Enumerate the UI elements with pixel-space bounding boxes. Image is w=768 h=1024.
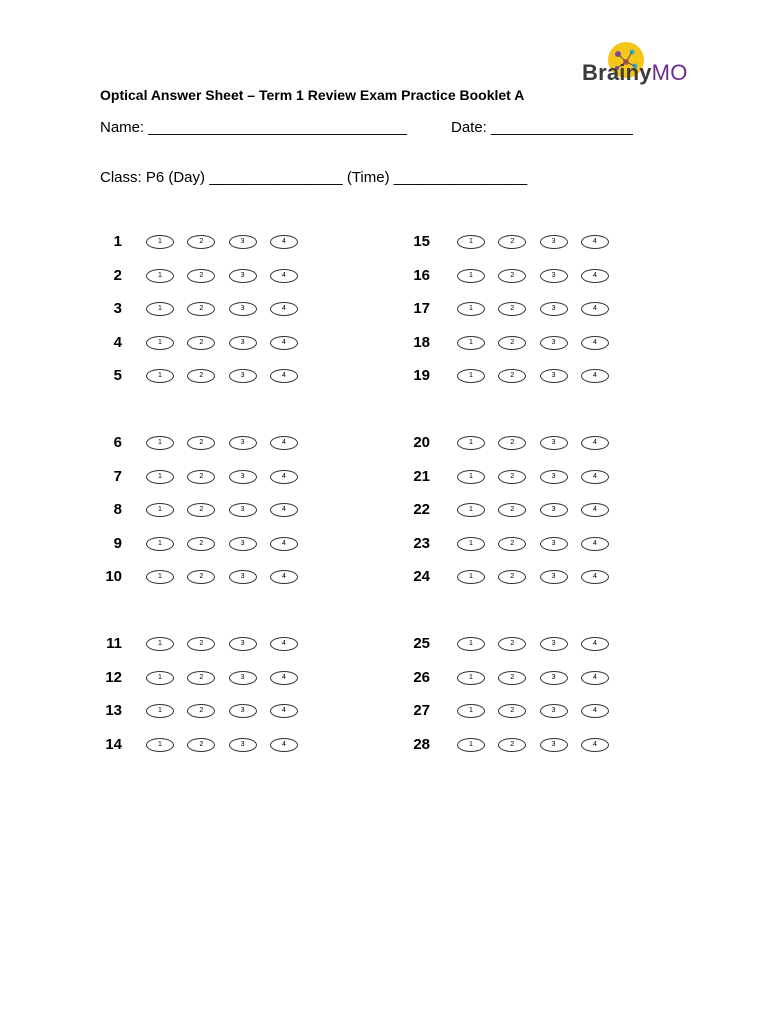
answer-bubble-2[interactable]: 2 xyxy=(498,436,526,450)
answer-bubble-2[interactable]: 2 xyxy=(498,503,526,517)
answer-bubble-2[interactable]: 2 xyxy=(187,470,215,484)
answer-bubble-4[interactable]: 4 xyxy=(581,235,609,249)
answer-bubble-1[interactable]: 1 xyxy=(457,470,485,484)
brainymo-logo xyxy=(580,40,688,88)
answer-row xyxy=(400,433,630,453)
answer-bubble-2[interactable]: 2 xyxy=(498,269,526,283)
class-field[interactable]: Class: P6 (Day) ________________ (Time) ________________ xyxy=(100,169,528,186)
answer-bubble-3[interactable]: 3 xyxy=(540,470,568,484)
answer-row xyxy=(400,634,630,654)
answer-bubble-1[interactable]: 1 xyxy=(146,269,174,283)
answer-bubble-3[interactable]: 3 xyxy=(540,570,568,584)
answer-bubble-4[interactable]: 4 xyxy=(581,470,609,484)
answer-bubble-1[interactable]: 1 xyxy=(457,436,485,450)
answer-bubble-4[interactable]: 4 xyxy=(581,336,609,350)
answer-row xyxy=(92,735,322,755)
answer-bubble-4[interactable]: 4 xyxy=(581,738,609,752)
question-number: 4 xyxy=(113,333,122,351)
question-number: 9 xyxy=(113,534,122,552)
answer-bubble-1[interactable]: 1 xyxy=(146,537,174,551)
question-number: 28 xyxy=(413,735,430,753)
answer-row xyxy=(92,500,322,520)
answer-bubble-1[interactable]: 1 xyxy=(457,537,485,551)
answer-bubble-1[interactable]: 1 xyxy=(457,704,485,718)
answer-row xyxy=(92,534,322,554)
answer-bubble-4[interactable]: 4 xyxy=(270,235,298,249)
answer-bubble-4[interactable]: 4 xyxy=(270,503,298,517)
answer-row xyxy=(92,232,322,252)
answer-bubble-1[interactable]: 1 xyxy=(146,570,174,584)
question-number: 25 xyxy=(413,635,430,652)
answer-row xyxy=(400,534,630,554)
answer-bubble-2[interactable]: 2 xyxy=(498,637,526,651)
answer-bubble-1[interactable]: 1 xyxy=(146,336,174,350)
answer-bubble-3[interactable]: 3 xyxy=(229,269,257,283)
question-number: 1 xyxy=(113,233,122,250)
answer-bubble-4[interactable]: 4 xyxy=(270,269,298,283)
answer-bubble-4[interactable]: 4 xyxy=(270,637,298,651)
question-number: 8 xyxy=(113,501,122,519)
answer-bubble-3[interactable]: 3 xyxy=(229,336,257,350)
answer-bubble-3[interactable]: 3 xyxy=(540,302,568,316)
question-number: 5 xyxy=(113,367,122,385)
answer-bubble-3[interactable]: 3 xyxy=(540,369,568,383)
answer-row xyxy=(400,567,630,587)
answer-bubble-1[interactable]: 1 xyxy=(457,738,485,752)
answer-bubble-2[interactable]: 2 xyxy=(187,570,215,584)
question-number: 24 xyxy=(413,568,430,586)
answer-bubble-2[interactable]: 2 xyxy=(187,369,215,383)
answer-row xyxy=(92,366,322,386)
answer-row xyxy=(92,701,322,721)
answer-bubble-3[interactable]: 3 xyxy=(540,269,568,283)
answer-row xyxy=(400,333,630,353)
answer-bubble-4[interactable]: 4 xyxy=(581,503,609,517)
answer-bubble-2[interactable]: 2 xyxy=(498,235,526,249)
answer-bubble-2[interactable]: 2 xyxy=(498,671,526,685)
answer-bubble-1[interactable]: 1 xyxy=(146,470,174,484)
answer-bubble-2[interactable]: 2 xyxy=(187,269,215,283)
answer-row xyxy=(400,467,630,487)
answer-bubble-1[interactable]: 1 xyxy=(457,269,485,283)
question-number: 27 xyxy=(413,702,430,720)
answer-row xyxy=(400,299,630,319)
answer-bubble-3[interactable]: 3 xyxy=(540,503,568,517)
answer-bubble-2[interactable]: 2 xyxy=(187,537,215,551)
question-number: 20 xyxy=(413,434,430,451)
answer-bubble-1[interactable]: 1 xyxy=(457,336,485,350)
answer-bubble-3[interactable]: 3 xyxy=(229,704,257,718)
answer-bubble-2[interactable]: 2 xyxy=(187,503,215,517)
question-number: 19 xyxy=(413,367,430,385)
answer-bubble-3[interactable]: 3 xyxy=(229,369,257,383)
answer-bubble-4[interactable]: 4 xyxy=(270,336,298,350)
answer-bubble-1[interactable]: 1 xyxy=(457,369,485,383)
question-number: 17 xyxy=(413,300,430,318)
answer-row xyxy=(92,634,322,654)
question-number: 22 xyxy=(413,501,430,519)
answer-bubble-4[interactable]: 4 xyxy=(581,671,609,685)
answer-bubble-3[interactable]: 3 xyxy=(229,302,257,316)
answer-bubble-1[interactable]: 1 xyxy=(146,738,174,752)
question-number: 2 xyxy=(113,266,122,284)
answer-bubble-3[interactable]: 3 xyxy=(540,738,568,752)
answer-bubble-3[interactable]: 3 xyxy=(540,436,568,450)
answer-bubble-1[interactable]: 1 xyxy=(146,671,174,685)
question-number: 10 xyxy=(105,568,122,586)
question-number: 23 xyxy=(413,534,430,552)
answer-bubble-1[interactable]: 1 xyxy=(457,637,485,651)
answer-bubble-4[interactable]: 4 xyxy=(270,537,298,551)
answer-bubble-2[interactable]: 2 xyxy=(187,738,215,752)
answer-bubble-3[interactable]: 3 xyxy=(229,503,257,517)
answer-row xyxy=(92,467,322,487)
answer-row xyxy=(400,266,630,286)
answer-row xyxy=(400,232,630,252)
question-number: 11 xyxy=(106,635,122,652)
answer-bubble-2[interactable]: 2 xyxy=(187,235,215,249)
answer-bubble-1[interactable]: 1 xyxy=(146,704,174,718)
answer-bubble-4[interactable]: 4 xyxy=(581,269,609,283)
logo-wordmark: BrainyMO xyxy=(582,60,688,85)
answer-bubble-1[interactable]: 1 xyxy=(457,503,485,517)
answer-bubble-3[interactable]: 3 xyxy=(229,436,257,450)
answer-row xyxy=(92,299,322,319)
answer-bubble-2[interactable]: 2 xyxy=(498,570,526,584)
question-number: 16 xyxy=(413,266,430,284)
answer-bubble-3[interactable]: 3 xyxy=(540,637,568,651)
answer-row xyxy=(92,333,322,353)
answer-bubble-3[interactable]: 3 xyxy=(229,671,257,685)
answer-row xyxy=(92,668,322,688)
answer-bubble-3[interactable]: 3 xyxy=(540,704,568,718)
answer-bubble-2[interactable]: 2 xyxy=(187,671,215,685)
answer-bubble-4[interactable]: 4 xyxy=(270,738,298,752)
question-number: 14 xyxy=(105,735,122,753)
answer-bubble-4[interactable]: 4 xyxy=(581,570,609,584)
answer-bubble-2[interactable]: 2 xyxy=(498,369,526,383)
answer-bubble-2[interactable]: 2 xyxy=(498,704,526,718)
answer-bubble-1[interactable]: 1 xyxy=(457,671,485,685)
answer-bubble-3[interactable]: 3 xyxy=(229,470,257,484)
answer-bubble-3[interactable]: 3 xyxy=(540,671,568,685)
answer-bubble-3[interactable]: 3 xyxy=(229,235,257,249)
answer-bubble-1[interactable]: 1 xyxy=(146,503,174,517)
answer-bubble-4[interactable]: 4 xyxy=(581,369,609,383)
answer-bubble-1[interactable]: 1 xyxy=(146,436,174,450)
page-title: Optical Answer Sheet – Term 1 Review Exam Practice Booklet A xyxy=(100,87,525,103)
answer-row xyxy=(92,266,322,286)
answer-bubble-2[interactable]: 2 xyxy=(498,470,526,484)
answer-row xyxy=(92,433,322,453)
answer-bubble-4[interactable]: 4 xyxy=(270,436,298,450)
answer-bubble-4[interactable]: 4 xyxy=(270,704,298,718)
answer-bubble-4[interactable]: 4 xyxy=(581,637,609,651)
answer-bubble-3[interactable]: 3 xyxy=(229,570,257,584)
question-number: 3 xyxy=(113,300,122,318)
question-number: 6 xyxy=(113,434,122,451)
answer-bubble-2[interactable]: 2 xyxy=(498,738,526,752)
answer-bubble-4[interactable]: 4 xyxy=(270,470,298,484)
answer-bubble-4[interactable]: 4 xyxy=(581,436,609,450)
answer-bubble-4[interactable]: 4 xyxy=(270,302,298,316)
answer-bubble-3[interactable]: 3 xyxy=(540,336,568,350)
question-number: 7 xyxy=(113,467,122,485)
answer-bubble-2[interactable]: 2 xyxy=(498,537,526,551)
answer-bubble-2[interactable]: 2 xyxy=(187,704,215,718)
answer-bubble-2[interactable]: 2 xyxy=(498,302,526,316)
answer-bubble-4[interactable]: 4 xyxy=(270,369,298,383)
answer-bubble-4[interactable]: 4 xyxy=(581,537,609,551)
answer-bubble-2[interactable]: 2 xyxy=(187,637,215,651)
answer-bubble-2[interactable]: 2 xyxy=(187,336,215,350)
answer-bubble-1[interactable]: 1 xyxy=(146,637,174,651)
answer-bubble-4[interactable]: 4 xyxy=(581,302,609,316)
question-number: 13 xyxy=(105,702,122,720)
answer-bubble-1[interactable]: 1 xyxy=(457,235,485,249)
answer-row xyxy=(400,500,630,520)
answer-bubble-3[interactable]: 3 xyxy=(229,637,257,651)
question-number: 21 xyxy=(413,467,430,485)
answer-bubble-4[interactable]: 4 xyxy=(270,570,298,584)
answer-bubble-1[interactable]: 1 xyxy=(146,369,174,383)
question-number: 12 xyxy=(105,668,122,686)
answer-bubble-3[interactable]: 3 xyxy=(540,537,568,551)
answer-bubble-1[interactable]: 1 xyxy=(457,302,485,316)
answer-bubble-3[interactable]: 3 xyxy=(540,235,568,249)
answer-row xyxy=(400,701,630,721)
answer-bubble-2[interactable]: 2 xyxy=(187,302,215,316)
answer-bubble-2[interactable]: 2 xyxy=(187,436,215,450)
answer-bubble-1[interactable]: 1 xyxy=(146,235,174,249)
answer-bubble-3[interactable]: 3 xyxy=(229,738,257,752)
question-number: 26 xyxy=(413,668,430,686)
answer-bubble-4[interactable]: 4 xyxy=(270,671,298,685)
answer-row xyxy=(400,366,630,386)
answer-bubble-3[interactable]: 3 xyxy=(229,537,257,551)
question-number: 18 xyxy=(413,333,430,351)
date-field[interactable]: Date: _________________ xyxy=(451,119,633,136)
answer-row xyxy=(400,668,630,688)
answer-bubble-1[interactable]: 1 xyxy=(146,302,174,316)
answer-bubble-1[interactable]: 1 xyxy=(457,570,485,584)
answer-row xyxy=(400,735,630,755)
answer-bubble-4[interactable]: 4 xyxy=(581,704,609,718)
question-number: 15 xyxy=(413,233,430,250)
answer-bubble-2[interactable]: 2 xyxy=(498,336,526,350)
name-field[interactable]: Name: _______________________________ xyxy=(100,119,407,136)
answer-row xyxy=(92,567,322,587)
